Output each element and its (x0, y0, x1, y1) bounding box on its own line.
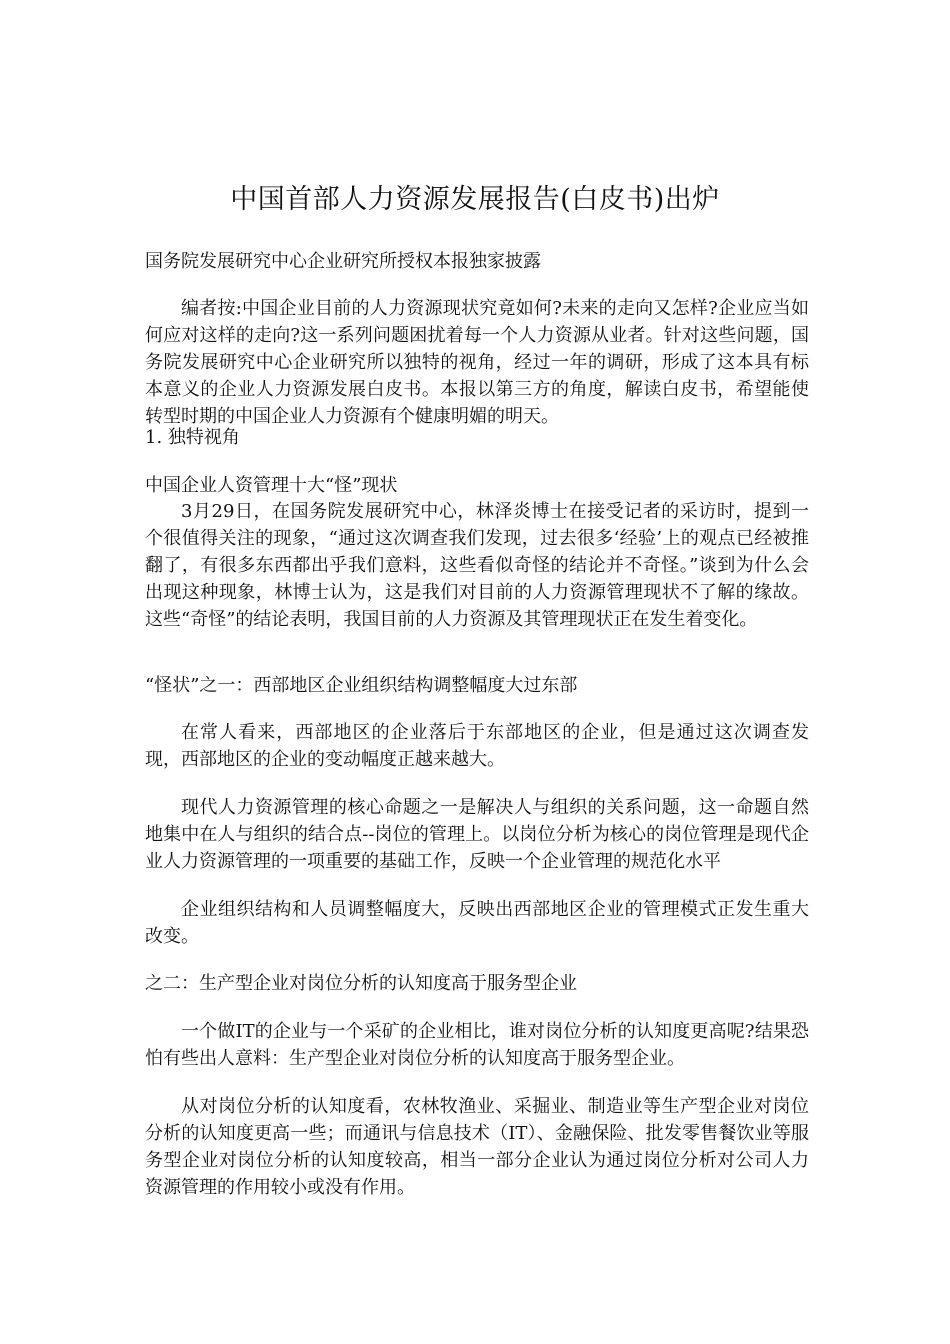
editor-note-paragraph: 编者按:中国企业目前的人力资源现状究竟如何?未来的走向又怎样?企业应当如何应对这样的走向?这一系列问题困扰着每一个人力资源从业者。针对这些问题，国务院发展研究中心企业研究所以独特的视角，经过一年的调研，形成了这本具有标本意义的企业人力资源发展白皮书。本报以第三方的角度，解读白皮书，希望能使转型时期的中国企业人力资源有个健康明媚的明天。 (145, 298, 809, 427)
document-title: 中国首部人力资源发展报告(白皮书)出炉 (230, 184, 720, 215)
interview-paragraph: 3月29日，在国务院发展研究中心，林泽炎博士在接受记者的采访时，提到一个很值得关注的现象，“通过这次调查我们发现，过去很多‘经验’上的观点已经被推翻了，有很多东西都出乎我们意料，这些看似奇怪的结论并不奇怪。”谈到为什么会出现这种现象，林博士认为，这是我们对目前的人力资源管理现状不了解的缘故。这些“奇怪”的结论表明，我国目前的人力资源及其管理现状正在发生着变化。 (145, 501, 809, 630)
modern-hr-paragraph: 现代人力资源管理的核心命题之一是解决人与组织的关系问题，这一命题自然地集中在人与组织的结合点--岗位的管理上。以岗位分析为核心的岗位管理是现代企业人力资源管理的一项重要的基础工作，反映一个企业管理的规范化水平 (145, 797, 809, 872)
heading-strange-phenomenon-1: “怪状”之一：西部地区企业组织结构调整幅度大过东部 (145, 675, 578, 696)
west-region-paragraph: 在常人看来，西部地区的企业落后于东部地区的企业，但是通过这次调查发现，西部地区的企业的变动幅度正越来越大。 (145, 722, 809, 770)
section-heading-unique-perspective: 1. 独特视角 (145, 427, 240, 448)
document-subtitle: 国务院发展研究中心企业研究所授权本报独家披露 (145, 251, 541, 272)
org-structure-paragraph: 企业组织结构和人员调整幅度大，反映出西部地区企业的管理模式正发生重大改变。 (145, 899, 809, 947)
heading-strange-phenomenon-2: 之二：生产型企业对岗位分析的认知度高于服务型企业 (145, 973, 577, 994)
it-vs-mining-paragraph: 一个做IT的企业与一个采矿的企业相比，谁对岗位分析的认知度更高呢?结果恐怕有些出人意料：生产型企业对岗位分析的认知度高于服务型企业。 (145, 1021, 809, 1069)
job-analysis-awareness-paragraph: 从对岗位分析的认知度看，农林牧渔业、采掘业、制造业等生产型企业对岗位分析的认知度更高一些；而通讯与信息技术（IT）、金融保险、批发零售餐饮业等服务型企业对岗位分析的认知度较高，相当一部分企业认为通过岗位分析对公司人力资源管理的作用较小或没有作用。 (145, 1096, 809, 1198)
heading-ten-strange-phenomena: 中国企业人资管理十大“怪”现状 (145, 475, 398, 496)
